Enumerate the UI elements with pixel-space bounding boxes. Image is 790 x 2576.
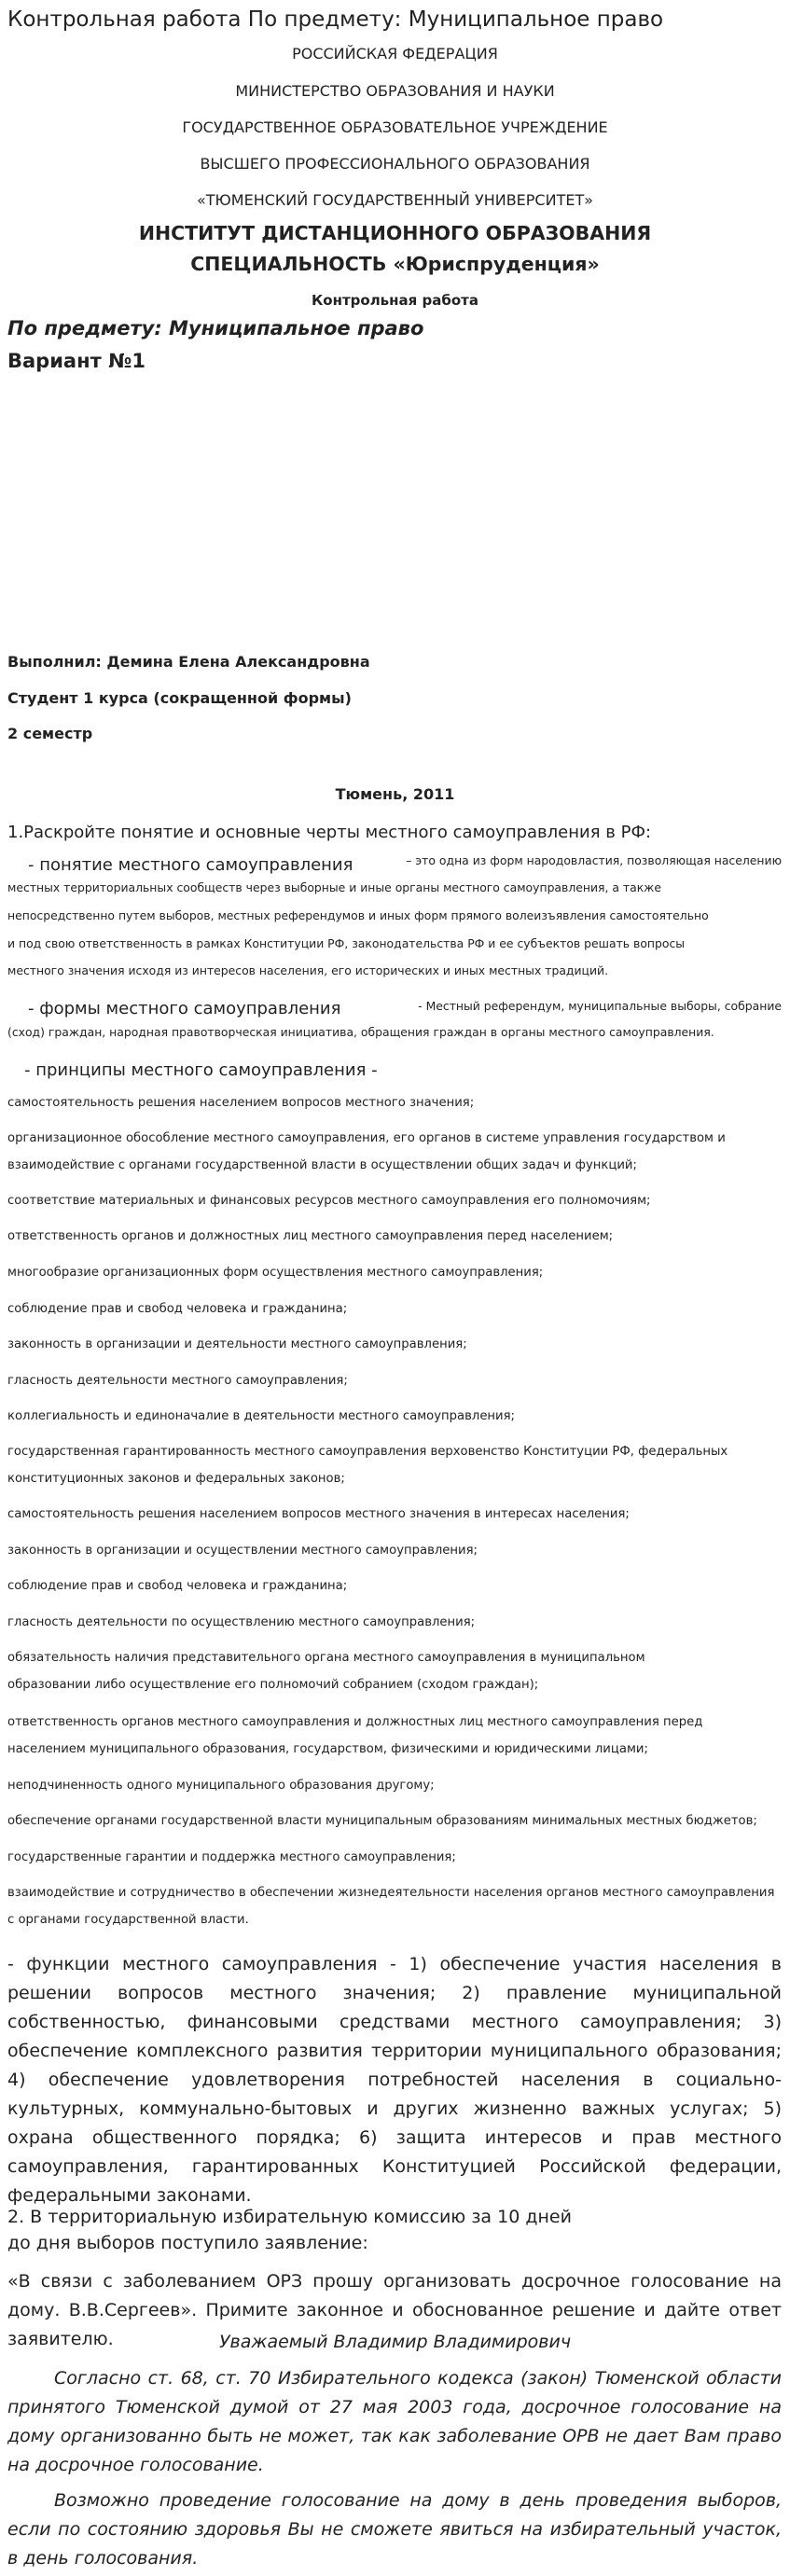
principle-item: государственные гарантии и поддержка местного самоуправления; [7, 1850, 456, 1864]
principle-item: обеспечение органами государственной власти муниципальным образованиям минимальных местных бюджетов; [7, 1814, 757, 1828]
header-line-4: ВЫСШЕГО ПРОФЕССИОНАЛЬНОГО ОБРАЗОВАНИЯ [200, 155, 590, 173]
principle-item: самостоятельность решения населением вопросов местного значения; [7, 1096, 475, 1110]
principles-label: - принципы местного самоуправления - [24, 1060, 378, 1080]
principle-item: законность в организации и деятельности местного самоуправления; [7, 1337, 467, 1351]
institute-heading: ИНСТИТУТ ДИСТАНЦИОННОГО ОБРАЗОВАНИЯ [138, 222, 652, 244]
principle-item: государственная гарантированность местного самоуправления верховенство Конституции РФ, федеральных конституционных законов и федеральных законов; [7, 1445, 728, 1486]
principle-item: соблюдение прав и свобод человека и гражданина; [7, 1302, 348, 1316]
statement-paragraph: «В связи с заболеванием ОРЗ прошу организовать досрочное голосование на дому. В.В.Сергеев». Примите законное и обоснованное решение и дайте ответ заявителю. [7, 2271, 782, 2349]
principle-item: взаимодействие и сотрудничество в обеспечении жизнедеятельности населения органов местного самоуправления с органами государственной власти. [7, 1886, 775, 1927]
forms-line-1: - Местный референдум, муниципальные выборы, собрание [418, 999, 782, 1013]
principle-item: организационное обособление местного самоуправления, его органов в системе управления государством и взаимодействие с органами государственной власти в осуществлении общих задач и функций; [7, 1131, 726, 1172]
city-year: Тюмень, 2011 [335, 785, 455, 803]
principle-item: коллегиальность и единоначалие в деятельности местного самоуправления; [7, 1409, 516, 1423]
forms-label: - формы местного самоуправления [28, 999, 341, 1018]
variant-line: Вариант №1 [7, 350, 146, 372]
header-line-1: РОССИЙСКАЯ ФЕДЕРАЦИЯ [292, 45, 498, 62]
specialty-heading: СПЕЦИАЛЬНОСТЬ «Юриспруденция» [190, 253, 600, 275]
principle-item: гласность деятельности по осуществлению местного самоуправления; [7, 1615, 476, 1629]
concept-label: - понятие местного самоуправления [28, 855, 353, 875]
forms-line-2: (сход) граждан, народная правотворческая инициатива, обращения граждан в органы местного самоуправления. [7, 1025, 714, 1039]
question-1-title: 1.Раскройте понятие и основные черты местного самоуправления в РФ: [7, 823, 652, 842]
concept-line-2: местных территориальных сообществ через выборные и иные органы местного самоуправления, а также [7, 880, 661, 894]
header-line-5: «ТЮМЕНСКИЙ ГОСУДАРСТВЕННЫЙ УНИВЕРСИТЕТ» [196, 191, 594, 209]
functions-paragraph: - функции местного самоуправления - 1) обеспечение участия населения в решении вопросов местного значения; 2) правление муниципальной собственностью, финансовыми средствами местного самоуправления; 3) обеспечение комплексного развития территории муниципального образования; 4) обеспечение удовлетворения потребностей населения в социально-культурных, коммунально-бытовых и других жизненно важных услугах; 5) охрана общественного порядка; 6) защита интересов и прав местного самоуправления, гарантированных Конституцией Российской федерации, федеральными законами. [7, 1954, 782, 2206]
salutation: Уважаемый Владимир Владимирович [218, 2332, 572, 2352]
concept-line-4: и под свою ответственность в рамках Конституции РФ, законодательства РФ и ее субъектов решать вопросы [7, 936, 686, 950]
question-2-line-1: 2. В территориальную избирательную комиссию за 10 дней [7, 2207, 572, 2227]
concept-line-1: – это одна из форм народовластия, позволяющая населению [406, 853, 782, 867]
subject-line: По предмету: Муниципальное право [7, 317, 424, 339]
question-2-line-2: до дня выборов поступило заявление: [7, 2233, 368, 2253]
principle-item: соответствие материальных и финансовых ресурсов местного самоуправления его полномочиям; [7, 1194, 651, 1208]
header-line-2: МИНИСТЕРСТВО ОБРАЗОВАНИЯ И НАУКИ [235, 82, 555, 100]
principle-item: законность в организации и осуществлении местного самоуправления; [7, 1544, 478, 1558]
principle-item: самостоятельность решения населением вопросов местного значения в интересах населения; [7, 1507, 630, 1521]
work-type: Контрольная работа [312, 292, 478, 309]
principle-item: обязательность наличия представительного органа местного самоуправления в муниципальном образовании либо осуществление его полномочий собранием (сходом граждан); [7, 1651, 645, 1692]
principle-item: гласность деятельности местного самоуправления; [7, 1374, 348, 1388]
answer-paragraph-1: Согласно ст. 68, ст. 70 Избирательного кодекса (закон) Тюменской области принятого Тюменской думой от 27 мая 2003 года, досрочное голосование на дому организованно быть не может, так как заболевание ОРВ не дает Вам право на досрочное голосование. [7, 2368, 782, 2475]
semester-line: 2 семестр [7, 725, 93, 742]
page-title: Контрольная работа По предмету: Муниципальное право [7, 7, 664, 32]
concept-line-3: непосредственно путем выборов, местных референдумов и иных форм прямого волеизъявления самостоятельно [7, 908, 709, 922]
answer-paragraph-2: Возможно проведение голосование на дому в день проведения выборов, если по состоянию здоровья Вы не сможете явиться на избирательный участок, в день голосования. [7, 2490, 782, 2569]
principle-item: многообразие организационных форм осуществления местного самоуправления; [7, 1266, 544, 1280]
principle-item: ответственность органов и должностных лиц местного самоуправления перед населением; [7, 1229, 614, 1243]
principle-item: ответственность органов местного самоуправления и должностных лиц местного самоуправления перед населением муниципального образования, государством, физическими и юридическими лицами; [7, 1715, 703, 1756]
header-line-3: ГОСУДАРСТВЕННОЕ ОБРАЗОВАТЕЛЬНОЕ УЧРЕЖДЕНИЕ [182, 118, 608, 136]
principle-item: соблюдение прав и свобод человека и гражданина; [7, 1579, 348, 1593]
concept-line-5: местного значения исходя из интересов населения, его исторических и иных местных традиций. [7, 963, 609, 977]
principle-item: неподчиненность одного муниципального образования другому; [7, 1779, 435, 1793]
performed-by: Выполнил: Демина Елена Александровна [7, 653, 370, 671]
student-line: Студент 1 курса (сокращенной формы) [7, 689, 352, 707]
